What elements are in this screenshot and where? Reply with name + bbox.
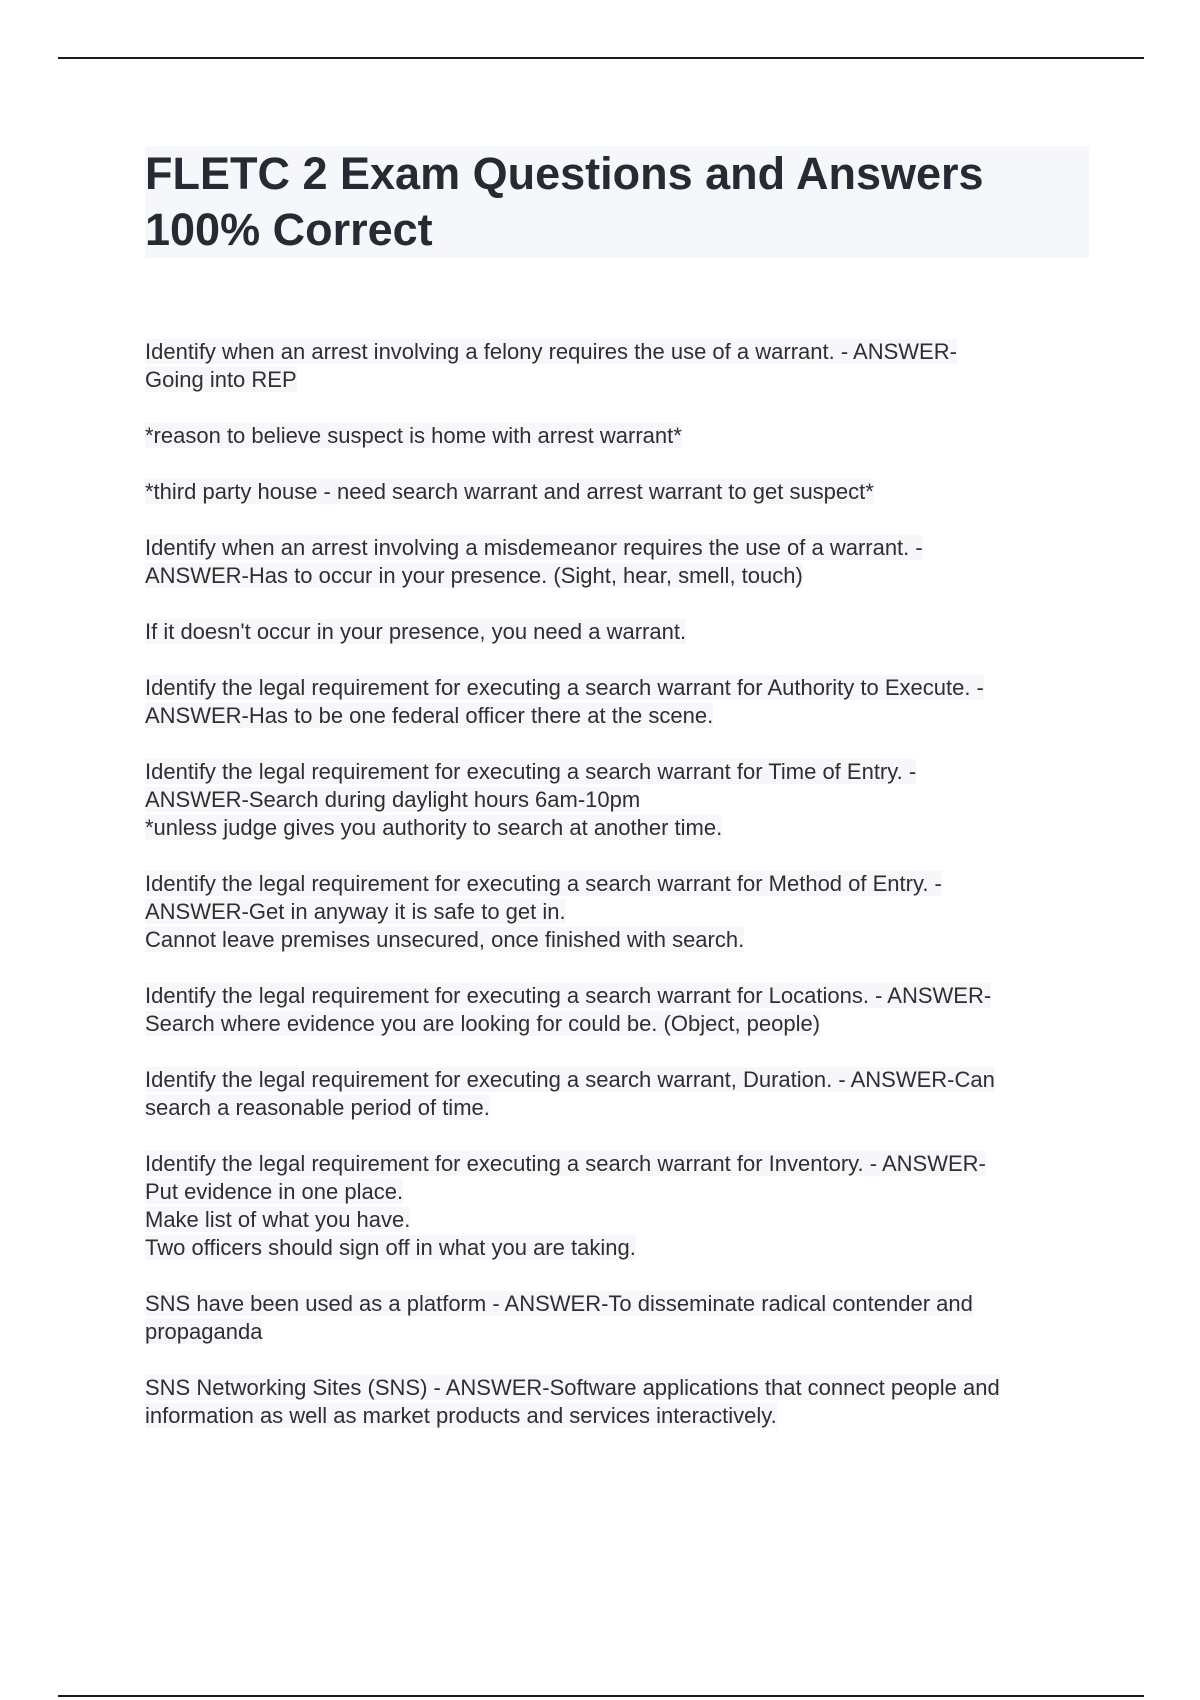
- qa-item: [145, 478, 1095, 506]
- qa-line: Make list of what you have.: [145, 1207, 411, 1232]
- qa-line: Identify the legal requirement for executing a search warrant for Time of Entry. -: [145, 759, 917, 784]
- qa-item: [145, 1290, 1095, 1346]
- qa-line: Two officers should sign off in what you are taking.: [145, 1235, 636, 1260]
- qa-line: search a reasonable period of time.: [145, 1095, 490, 1120]
- qa-line: ANSWER-Has to be one federal officer there at the scene.: [145, 703, 714, 728]
- qa-item: [145, 674, 1095, 730]
- qa-line: ANSWER-Get in anyway it is safe to get in.: [145, 899, 566, 924]
- qa-line: SNS Networking Sites (SNS) - ANSWER-Software applications that connect people and: [145, 1375, 1000, 1400]
- qa-line: Going into REP: [145, 367, 297, 392]
- qa-line: Identify when an arrest involving a misdemeanor requires the use of a warrant. -: [145, 535, 923, 560]
- qa-item: [145, 534, 1095, 590]
- qa-line: Identify when an arrest involving a felony requires the use of a warrant. - ANSWER-: [145, 339, 957, 364]
- document-title: FLETC 2 Exam Questions and Answers 100% Correct: [145, 148, 984, 255]
- qa-item: [145, 1066, 1095, 1122]
- qa-line: Identify the legal requirement for executing a search warrant for Method of Entry. -: [145, 871, 942, 896]
- qa-line: ANSWER-Search during daylight hours 6am-10pm: [145, 787, 641, 812]
- bottom-rule: [58, 1695, 1144, 1697]
- qa-list: [145, 338, 1095, 1458]
- title-block: [145, 146, 1089, 258]
- qa-line: Cannot leave premises unsecured, once finished with search.: [145, 927, 745, 952]
- qa-line: *third party house - need search warrant and arrest warrant to get suspect*: [145, 479, 874, 504]
- qa-item: [145, 870, 1095, 954]
- qa-line: ANSWER-Has to occur in your presence. (Sight, hear, smell, touch): [145, 563, 803, 588]
- qa-line: If it doesn't occur in your presence, you need a warrant.: [145, 619, 687, 644]
- qa-item: [145, 338, 1095, 394]
- qa-line: Search where evidence you are looking for could be. (Object, people): [145, 1011, 821, 1036]
- qa-item: [145, 758, 1095, 842]
- qa-item: [145, 982, 1095, 1038]
- qa-line: Identify the legal requirement for executing a search warrant for Inventory. - ANSWER-: [145, 1151, 986, 1176]
- top-rule: [58, 57, 1144, 59]
- qa-line: information as well as market products and services interactively.: [145, 1403, 777, 1428]
- qa-line: Identify the legal requirement for executing a search warrant for Authority to Execute. -: [145, 675, 984, 700]
- qa-line: SNS have been used as a platform - ANSWER-To disseminate radical contender and: [145, 1291, 973, 1316]
- qa-line: Put evidence in one place.: [145, 1179, 404, 1204]
- qa-line: Identify the legal requirement for executing a search warrant, Duration. - ANSWER-Can: [145, 1067, 995, 1092]
- qa-line: propaganda: [145, 1319, 263, 1344]
- qa-item: [145, 618, 1095, 646]
- qa-item: [145, 422, 1095, 450]
- qa-item: [145, 1150, 1095, 1262]
- qa-line: Identify the legal requirement for executing a search warrant for Locations. - ANSWER-: [145, 983, 992, 1008]
- qa-line: *reason to believe suspect is home with arrest warrant*: [145, 423, 682, 448]
- qa-item: [145, 1374, 1095, 1430]
- qa-line: *unless judge gives you authority to search at another time.: [145, 815, 723, 840]
